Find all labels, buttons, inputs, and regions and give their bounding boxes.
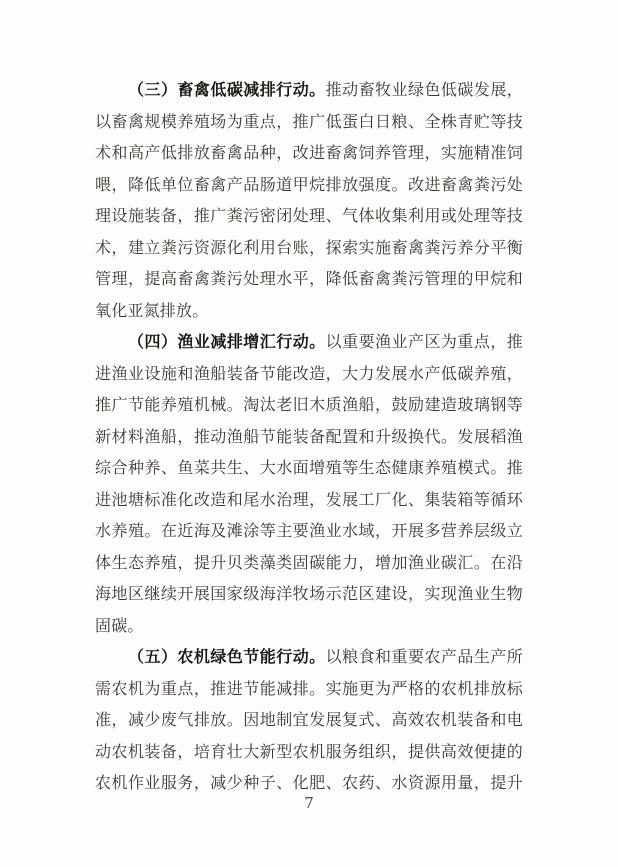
- line-text: 农机作业服务，减少种子、化肥、农药、水资源用量，提升: [95, 773, 523, 792]
- line-text: 以重要渔业产区为重点，推: [325, 332, 524, 351]
- line-text: 进池塘标准化改造和尾水治理，发展工厂化、集装箱等循环: [95, 489, 523, 509]
- paragraph-agri-machinery-energy-saving: [95, 641, 523, 799]
- line-text: 海地区继续开展国家级海洋牧场示范区建设，实现渔业生物: [95, 584, 523, 603]
- line-text: 需农机为重点，推进节能减排。实施更为严格的农机排放标: [95, 678, 523, 698]
- text-line: [95, 578, 523, 610]
- text-line: [95, 704, 523, 736]
- paragraph-livestock-low-carbon: [95, 74, 523, 326]
- line-text: 推广节能养殖机械。淘汰老旧木质渔船，鼓励建造玻璃钢等: [95, 395, 523, 414]
- text-line: [95, 673, 523, 705]
- line-text: 进渔业设施和渔船装备节能改造，大力发展水产低碳养殖，: [95, 363, 523, 383]
- text-line: [95, 547, 523, 579]
- text-line: [95, 641, 523, 673]
- line-text: 以畜禽规模养殖场为重点，推广低蛋白日粮、全株青贮等技: [95, 111, 523, 131]
- line-text: 固碳。: [95, 615, 144, 635]
- line-text: 准，减少废气排放。因地制宜发展复式、高效农机装备和电: [95, 710, 523, 729]
- line-text: 综合种养、鱼菜共生、大水面增殖等生态健康养殖模式。推: [95, 458, 523, 477]
- text-line: [95, 515, 523, 547]
- line-text: 水养殖。在近海及滩涂等主要渔业水域，开展多营养层级立: [95, 521, 523, 540]
- line-text: 动农机装备，培育壮大新型农机服务组织，提供高效便捷的: [95, 741, 523, 761]
- section-heading: （三）畜禽低碳减排行动。: [128, 80, 326, 99]
- line-text: 喂，降低单位畜禽产品肠道甲烷排放强度。改进畜禽粪污处: [95, 174, 523, 194]
- line-text: 氧化亚氮排放。: [95, 300, 209, 320]
- text-line: [95, 736, 523, 768]
- text-line: [95, 389, 523, 421]
- line-text: 管理，提高畜禽粪污处理水平，降低畜禽粪污管理的甲烷和: [95, 269, 523, 288]
- page-number: 7: [304, 794, 314, 812]
- text-line: [95, 610, 523, 642]
- paragraph-fishery-emission-reduction: [95, 326, 523, 641]
- text-line: [95, 358, 523, 390]
- section-heading: （四）渔业减排增汇行动。: [128, 332, 326, 351]
- line-text: 推动畜牧业绿色低碳发展，: [325, 80, 524, 99]
- line-text: 术和高产低排放畜禽品种，改进畜禽饲养管理，实施精准饲: [95, 143, 523, 162]
- text-line: [95, 421, 523, 453]
- text-line: [95, 484, 523, 516]
- line-text: 理设施装备，推广粪污密闭处理、气体收集利用或处理等技: [95, 206, 523, 225]
- text-line: [95, 326, 523, 358]
- text-line: [95, 452, 523, 484]
- text-line: [95, 169, 523, 201]
- text-block: [95, 74, 523, 799]
- text-line: [95, 200, 523, 232]
- line-text: 体生态养殖，提升贝类藻类固碳能力，增加渔业碳汇。在沿: [95, 552, 523, 572]
- text-line: [95, 263, 523, 295]
- text-line: [95, 106, 523, 138]
- text-line: [95, 295, 523, 327]
- line-text: 以粮食和重要农产品生产所: [325, 647, 524, 666]
- text-line: [95, 74, 523, 106]
- text-line: [95, 137, 523, 169]
- line-text: 新材料渔船，推动渔船节能装备配置和升级换代。发展稻渔: [95, 426, 523, 446]
- text-line: [95, 232, 523, 264]
- section-heading: （五）农机绿色节能行动。: [128, 647, 326, 666]
- line-text: 术，建立粪污资源化利用台账，探索实施畜禽粪污养分平衡: [95, 237, 523, 257]
